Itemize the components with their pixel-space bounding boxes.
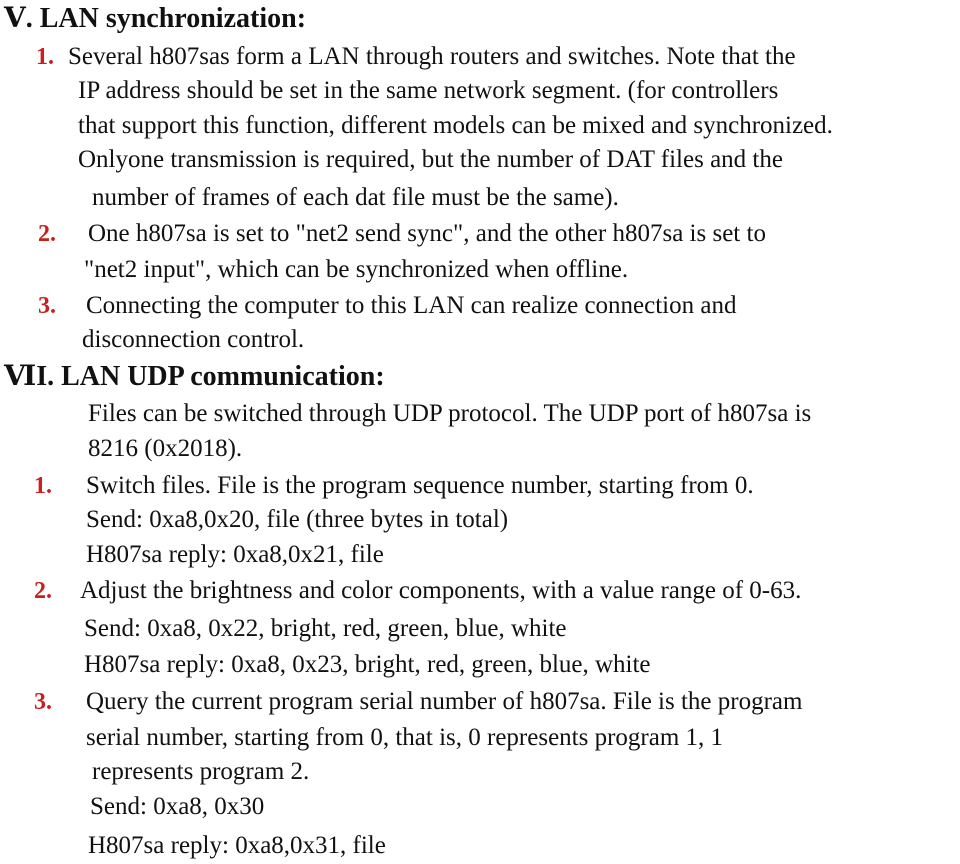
item-number: 2. [38,221,56,247]
paragraph-line: 8216 (0x2018). [88,435,243,462]
paragraph-line: Switch files. File is the program sequence number, starting from 0. [86,472,754,499]
paragraph-line: Several h807sas form a LAN through routers and switches. Note that the [68,43,796,70]
paragraph-line: that support this function, different models can be mixed and synchronized. [78,112,833,139]
paragraph-line: Onlyone transmission is required, but the number of DAT files and the [78,146,783,173]
item-number: 2. [34,578,52,604]
paragraph-line: serial number, starting from 0, that is, 0 represents program 1, 1 [86,724,724,751]
paragraph-line: Files can be switched through UDP protocol. The UDP port of h807sa is [88,400,812,427]
item-number: 1. [34,473,52,499]
paragraph-line: Query the current program serial number of h807sa. File is the program [86,688,803,715]
item-number: 3. [34,689,52,715]
paragraph-line: H807sa reply: 0xa8, 0x23, bright, red, green, blue, white [84,651,651,678]
paragraph-line: Send: 0xa8,0x20, file (three bytes in total) [86,506,509,533]
paragraph-line: Adjust the brightness and color components, with a value range of 0-63. [80,577,802,604]
section-5-heading: Ⅴ. LAN synchronization: [4,3,307,34]
paragraph-line: "net2 input", which can be synchronized when offline. [84,256,629,283]
paragraph-line: H807sa reply: 0xa8,0x21, file [86,541,384,568]
paragraph-line: H807sa reply: 0xa8,0x31, file [88,832,386,859]
section-6-heading: ⅥI. LAN UDP communication: [4,361,385,392]
paragraph-line: IP address should be set in the same network segment. (for controllers [78,77,779,104]
paragraph-line: One h807sa is set to "net2 send sync", and the other h807sa is set to [88,220,766,247]
paragraph-line: number of frames of each dat file must be the same). [92,184,619,211]
paragraph-line: Connecting the computer to this LAN can realize connection and [86,292,737,319]
paragraph-line: Send: 0xa8, 0x22, bright, red, green, blue, white [84,615,567,642]
paragraph-line: Send: 0xa8, 0x30 [90,793,265,820]
paragraph-line: represents program 2. [92,758,310,785]
paragraph-line: disconnection control. [82,326,305,353]
item-number: 3. [38,293,56,319]
item-number: 1. [36,44,54,70]
